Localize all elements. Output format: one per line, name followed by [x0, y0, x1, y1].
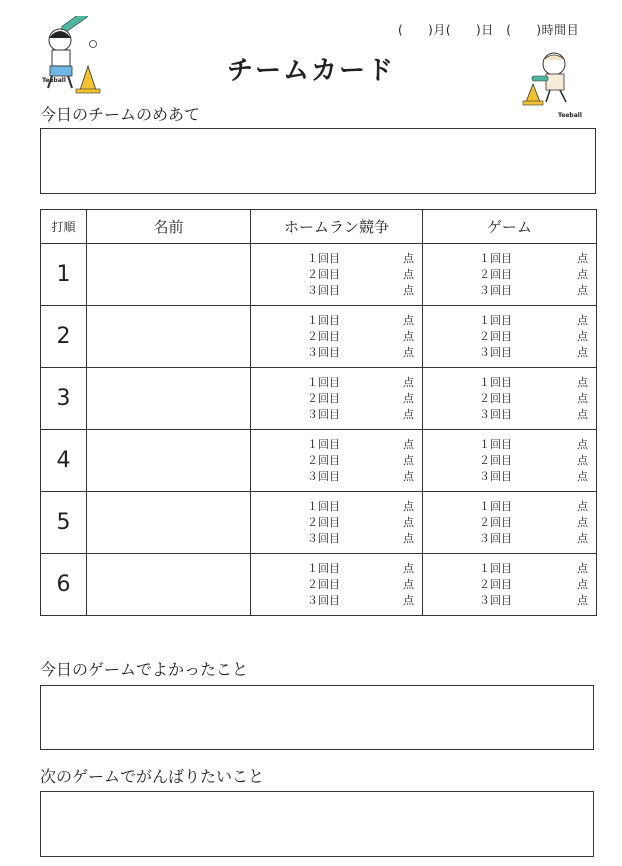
date-line: ( )月( )日 ( )時間目	[398, 23, 580, 37]
point-unit: 点	[403, 515, 414, 529]
point-unit: 点	[403, 437, 414, 451]
table-row	[41, 554, 597, 616]
point-unit: 点	[577, 531, 588, 545]
game-score-cell[interactable]	[423, 430, 597, 492]
score-line	[307, 453, 414, 469]
round-label: ３回目	[479, 469, 512, 483]
score-line	[479, 499, 588, 515]
point-unit: 点	[403, 391, 414, 405]
round-label: １回目	[479, 499, 512, 513]
score-line	[307, 329, 414, 345]
point-unit: 点	[403, 499, 414, 513]
score-line	[307, 313, 414, 329]
round-label: １回目	[307, 561, 340, 575]
batting-order: 2	[41, 306, 87, 368]
batting-order: 1	[41, 244, 87, 306]
point-unit: 点	[577, 499, 588, 513]
score-line	[479, 469, 588, 485]
score-line	[307, 437, 414, 453]
score-line	[479, 531, 588, 547]
point-unit: 点	[577, 469, 588, 483]
game-score-cell[interactable]	[423, 306, 597, 368]
score-line	[307, 407, 414, 423]
right-logo-text: Teeball	[558, 112, 582, 119]
player-name-cell[interactable]	[87, 306, 251, 368]
player-name-cell[interactable]	[87, 492, 251, 554]
round-label: １回目	[307, 375, 340, 389]
good-box[interactable]	[40, 685, 594, 750]
round-label: ２回目	[307, 577, 340, 591]
point-unit: 点	[577, 515, 588, 529]
score-line	[479, 437, 588, 453]
score-line	[307, 251, 414, 267]
score-line	[479, 391, 588, 407]
round-label: ３回目	[479, 593, 512, 607]
round-label: １回目	[479, 437, 512, 451]
score-line	[479, 345, 588, 361]
score-line	[479, 375, 588, 391]
table-row	[41, 368, 597, 430]
point-unit: 点	[403, 407, 414, 421]
round-label: ２回目	[307, 391, 340, 405]
round-label: ３回目	[307, 531, 340, 545]
round-label: ２回目	[479, 391, 512, 405]
round-label: １回目	[307, 313, 340, 327]
point-unit: 点	[403, 375, 414, 389]
point-unit: 点	[403, 469, 414, 483]
round-label: ２回目	[479, 329, 512, 343]
left-logo-text: Teeball	[42, 77, 66, 84]
round-label: ２回目	[307, 267, 340, 281]
score-line	[479, 251, 588, 267]
round-label: ２回目	[479, 577, 512, 591]
score-line	[307, 561, 414, 577]
score-line	[479, 329, 588, 345]
page-title: チームカード	[226, 56, 395, 86]
point-unit: 点	[403, 329, 414, 343]
point-unit: 点	[577, 345, 588, 359]
point-unit: 点	[577, 407, 588, 421]
table-row	[41, 306, 597, 368]
round-label: ３回目	[307, 407, 340, 421]
score-line	[479, 313, 588, 329]
batting-order: 6	[41, 554, 87, 616]
score-line	[307, 515, 414, 531]
round-label: ２回目	[479, 453, 512, 467]
point-unit: 点	[577, 577, 588, 591]
point-unit: 点	[403, 453, 414, 467]
round-label: ３回目	[307, 593, 340, 607]
homerun-score-cell[interactable]	[251, 244, 423, 306]
point-unit: 点	[577, 561, 588, 575]
round-label: ３回目	[307, 345, 340, 359]
round-label: ２回目	[307, 515, 340, 529]
point-unit: 点	[577, 329, 588, 343]
score-line	[479, 267, 588, 283]
player-name-cell[interactable]	[87, 244, 251, 306]
score-line	[307, 391, 414, 407]
round-label: ２回目	[479, 515, 512, 529]
point-unit: 点	[577, 251, 588, 265]
score-line	[307, 469, 414, 485]
score-line	[307, 593, 414, 609]
point-unit: 点	[577, 313, 588, 327]
score-line	[307, 577, 414, 593]
game-score-cell[interactable]	[423, 492, 597, 554]
header-homerun: ホームラン競争	[251, 210, 423, 244]
round-label: ３回目	[479, 407, 512, 421]
round-label: １回目	[479, 251, 512, 265]
point-unit: 点	[403, 345, 414, 359]
point-unit: 点	[577, 267, 588, 281]
point-unit: 点	[577, 437, 588, 451]
point-unit: 点	[403, 251, 414, 265]
game-score-cell[interactable]	[423, 368, 597, 430]
round-label: １回目	[307, 251, 340, 265]
round-label: １回目	[479, 313, 512, 327]
player-name-cell[interactable]	[87, 430, 251, 492]
point-unit: 点	[577, 593, 588, 607]
score-line	[307, 283, 414, 299]
round-label: ２回目	[307, 329, 340, 343]
score-line	[479, 453, 588, 469]
header-name: 名前	[87, 210, 251, 244]
batting-order: 5	[41, 492, 87, 554]
next-label: 次のゲームでがんばりたいこと	[40, 767, 265, 786]
table-row	[41, 492, 597, 554]
batting-order: 3	[41, 368, 87, 430]
round-label: ３回目	[307, 469, 340, 483]
header-order: 打順	[41, 210, 87, 244]
score-line	[307, 531, 414, 547]
point-unit: 点	[403, 593, 414, 607]
next-box[interactable]	[40, 791, 594, 857]
point-unit: 点	[403, 531, 414, 545]
score-line	[479, 515, 588, 531]
point-unit: 点	[577, 283, 588, 297]
score-line	[479, 593, 588, 609]
batting-order: 4	[41, 430, 87, 492]
header-game: ゲーム	[423, 210, 597, 244]
round-label: ２回目	[307, 453, 340, 467]
round-label: ３回目	[479, 531, 512, 545]
game-score-cell[interactable]	[423, 244, 597, 306]
round-label: １回目	[479, 561, 512, 575]
point-unit: 点	[577, 453, 588, 467]
table-header-row	[41, 210, 597, 244]
homerun-score-cell[interactable]	[251, 554, 423, 616]
score-line	[307, 345, 414, 361]
round-label: ３回目	[479, 283, 512, 297]
point-unit: 点	[577, 391, 588, 405]
point-unit: 点	[577, 375, 588, 389]
player-name-cell[interactable]	[87, 554, 251, 616]
goal-label: 今日のチームのめあて	[40, 105, 201, 124]
point-unit: 点	[403, 313, 414, 327]
score-line	[307, 499, 414, 515]
homerun-score-cell[interactable]	[251, 492, 423, 554]
score-line	[479, 283, 588, 299]
point-unit: 点	[403, 267, 414, 281]
score-line	[479, 407, 588, 423]
score-line	[307, 375, 414, 391]
round-label: ３回目	[307, 283, 340, 297]
round-label: １回目	[479, 375, 512, 389]
homerun-score-cell[interactable]	[251, 430, 423, 492]
homerun-score-cell[interactable]	[251, 306, 423, 368]
round-label: １回目	[307, 499, 340, 513]
round-label: ３回目	[479, 345, 512, 359]
table-row	[41, 244, 597, 306]
round-label: ２回目	[479, 267, 512, 281]
player-name-cell[interactable]	[87, 368, 251, 430]
point-unit: 点	[403, 577, 414, 591]
round-label: １回目	[307, 437, 340, 451]
game-score-cell[interactable]	[423, 554, 597, 616]
score-line	[307, 267, 414, 283]
point-unit: 点	[403, 561, 414, 575]
score-table	[40, 209, 597, 616]
homerun-score-cell[interactable]	[251, 368, 423, 430]
score-line	[479, 561, 588, 577]
score-line	[479, 577, 588, 593]
point-unit: 点	[403, 283, 414, 297]
goal-box[interactable]	[40, 128, 596, 194]
good-label: 今日のゲームでよかったこと	[40, 660, 249, 679]
table-row	[41, 430, 597, 492]
